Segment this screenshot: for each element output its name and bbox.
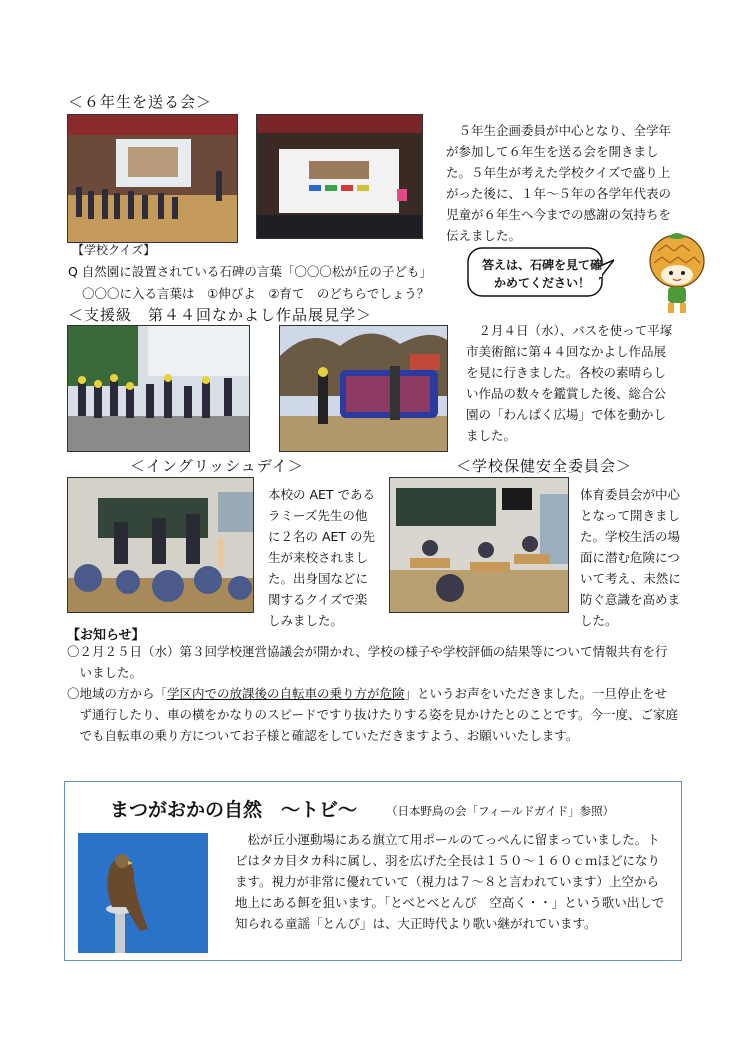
nature-title: まつがおかの自然 〜トビ〜 xyxy=(110,799,358,821)
nature-text: 松が丘小運動場にある旗立て用ポールのてっぺんに留まっていました。トビはタカ目タカ科に属し、羽を広げた全長は１５０〜１６０ｃｍほどになります。視力が非常に優れていて（視力は７〜８と言われています）上空から地上にある餌を狙います。「とべとべとんび 空高く・・」という歌い出しで知られる童謡「とんび」は、大正時代より歌い継がれています。 xyxy=(235,832,665,931)
kite-bird-photo xyxy=(78,833,208,953)
quiz-question-line-1: Q 自然園に設置されている石碑の言葉「〇〇〇松が丘の子ども」 xyxy=(68,264,432,279)
exhibit-heading: ＜支援級 第４４回なかよし作品展見学＞ xyxy=(68,306,373,324)
safety-committee-photo xyxy=(389,477,569,613)
safety-committee-heading: ＜学校保健安全委員会＞ xyxy=(456,457,633,475)
farewell-photo-1 xyxy=(67,114,238,243)
english-day-text: 本校の AET であるラミーズ先生の他に２名の AET の先生が来校されました。出身国などに関するクイズで楽しみました。 xyxy=(268,487,376,628)
notice-item-2-highlight: 学区内での放課後の自転車の乗り方が危険 xyxy=(167,686,405,701)
notice-item-1: 〇２月２５日（水）第３回学校運営協議会が開かれ、学校の様子や学校評価の結果等について情報共有を行いました。 xyxy=(67,644,668,680)
notice-item-2-intro: 〇地域の方から「 xyxy=(67,686,168,701)
notice-list xyxy=(67,641,679,746)
safety-committee-text: 体育委員会が中心となって開きました。学校生活の場面に潜む危険について考え、未然に防ぐ意識を高めました。 xyxy=(580,487,681,628)
farewell-heading: ＜６年生を送る会＞ xyxy=(68,93,213,111)
nature-reference: （日本野鳥の会「フィールドガイド」参照） xyxy=(386,804,615,818)
pinecone-mascot-icon xyxy=(644,231,710,317)
exhibit-photo-2 xyxy=(279,325,448,452)
quiz-question-line-2: 〇〇〇に入る言葉は ①伸びよ ②育て のどちらでしょう？ xyxy=(82,286,430,301)
farewell-photo-2 xyxy=(256,114,423,239)
speech-bubble-text: 答えは、石碑を見て確かめてください！ xyxy=(481,258,602,290)
notice-item-2 xyxy=(67,683,679,746)
exhibit-photo-1 xyxy=(67,325,250,452)
quiz-label: 【学校クイズ】 xyxy=(72,243,156,257)
notice-item-2-body: 」というお声をいただきました。一旦停止をせず通行したり、車の横をかなりのスピードですり抜けたりする姿を見かけたとのことです。今一度、ご家庭でも自転車の乗り方についてお子様と確認をしていただきますよう、お願いいたします。 xyxy=(79,686,679,743)
farewell-text: ５年生企画委員が中心となり、全学年が参加して６年生を送る会を開きました。５年生が考えた学校クイズで盛り上がった後に、１年〜５年の各学年代表の児童が６年生へ今までの感謝の気持ちを伝えました。 xyxy=(446,123,672,243)
english-day-heading: ＜イングリッシュデイ＞ xyxy=(130,457,304,475)
exhibit-text: ２月４日（水）、バスを使って平塚市美術館に第４４回なかよし作品展を見に行きました。各校の素晴らしい作品の数々を鑑賞した後、総合公園の「わんぱく広場」で体を動かしました。 xyxy=(466,323,673,443)
english-day-photo xyxy=(67,477,254,613)
notice-title: 【お知らせ】 xyxy=(67,628,145,643)
